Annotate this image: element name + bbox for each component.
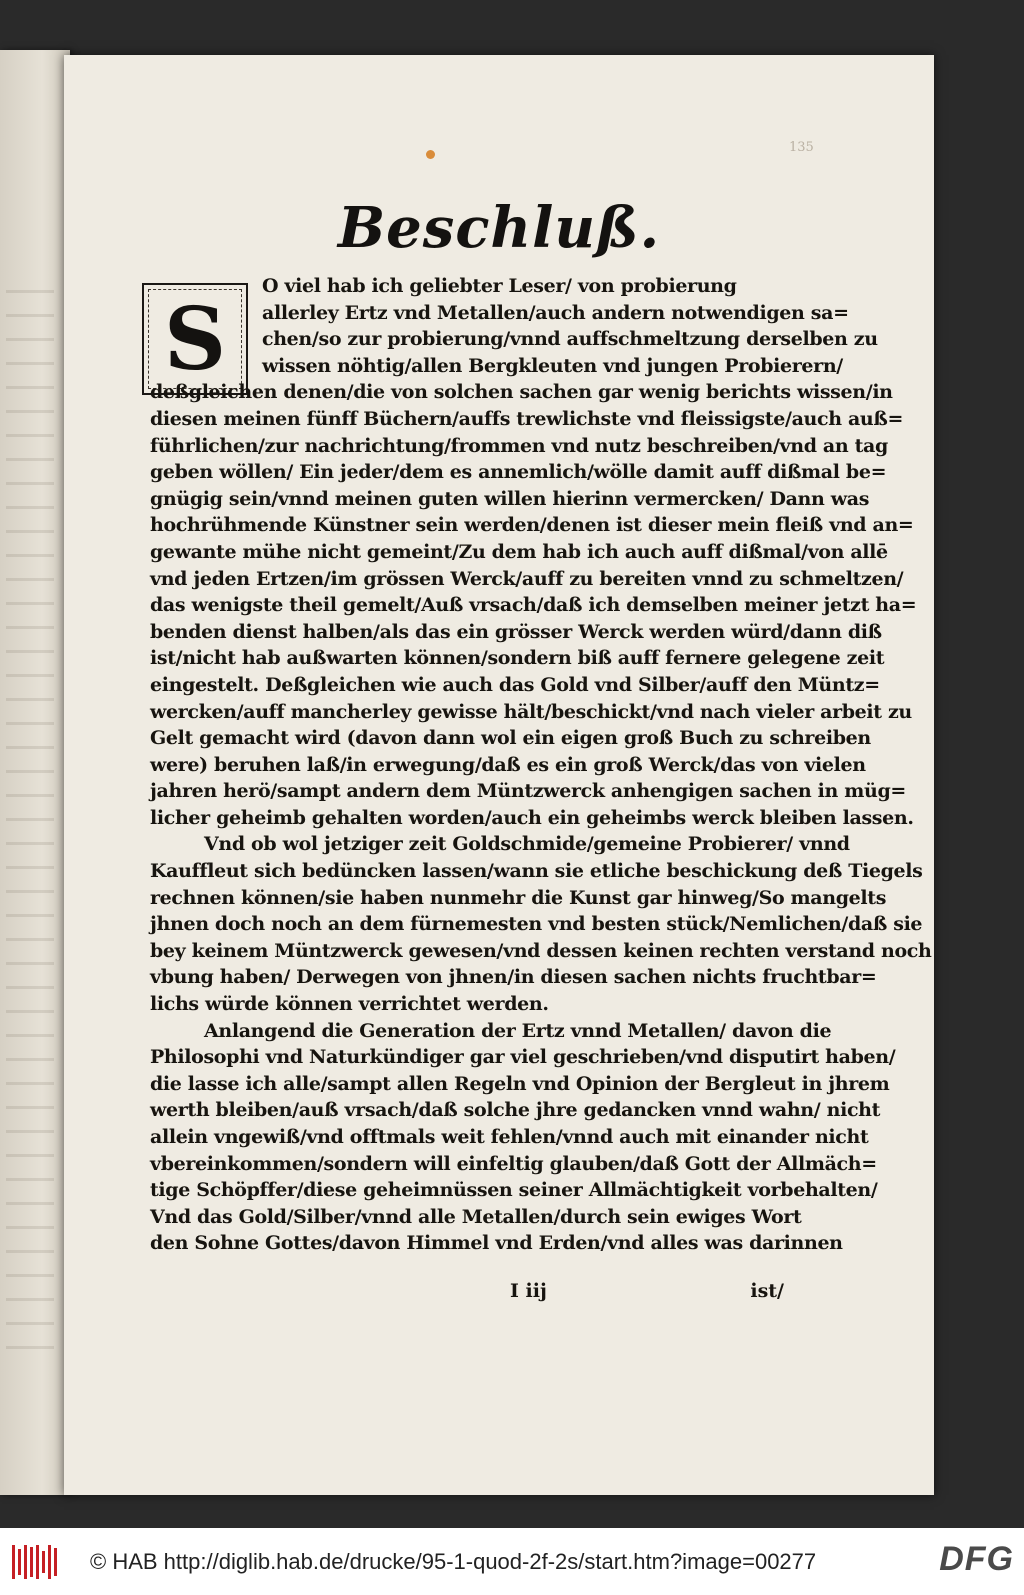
copyright-link[interactable]: © HAB http://diglib.hab.de/drucke/95-1-quod-2f-2s/start.htm?image=00277 xyxy=(90,1548,817,1574)
text-line: Vnd ob wol jetziger zeit Goldschmide/gemeine Probierer/ vnnd xyxy=(204,833,850,856)
text-line: den Sohne Gottes/davon Himmel vnd Erden/vnd alles was darinnen xyxy=(150,1232,843,1255)
text-line: ist/nicht hab außwarten können/sondern biß auff fernere gelegene zeit xyxy=(150,647,885,670)
text-line: wercken/auff mancherley gewisse hält/beschickt/vnd nach vieler arbeit zu xyxy=(150,700,912,723)
text-line: were) beruhen laß/in erwegung/daß es ein groß Werck/das von vielen xyxy=(150,753,866,776)
text-line: allein vngewiß/vnd offtmals weit fehlen/vnnd auch mit einander nicht xyxy=(150,1126,869,1148)
text-line: führlichen/zur nachrichtung/frommen vnd nutz beschreiben/vnd an tag xyxy=(150,434,888,457)
text-line: Gelt gemacht wird (davon dann wol ein eigen groß Buch zu schreiben xyxy=(150,727,871,750)
text-line: chen/so zur probierung/vnnd auffschmeltzung derselben zu xyxy=(262,328,878,351)
text-line: werth bleiben/auß vrsach/daß solche jhre gedancken vnnd wahn/ nicht xyxy=(150,1099,881,1122)
text-line: Philosophi vnd Naturkündiger gar viel geschrieben/vnd disputirt haben/ xyxy=(150,1046,896,1069)
text-line: gewante mühe nicht gemeint/Zu dem hab ich auch auff dißmal/von allē xyxy=(150,540,888,563)
page-number: 135 xyxy=(789,140,814,155)
text-line: bey keinem Müntzwerck gewesen/vnd dessen keinen rechten verstand noch xyxy=(150,939,932,962)
text-line: geben wöllen/ Ein jeder/dem es annemlich/wölle damit auff dißmal be= xyxy=(150,461,887,484)
text-line: das wenigste theil gemelt/Auß vrsach/daß ich demselben meiner jetzt ha= xyxy=(150,594,917,617)
text-line: O viel hab ich geliebter Leser/ von probierung xyxy=(262,275,737,297)
ink-stain-mark xyxy=(426,150,435,159)
text-line: eingestelt. Deßgleichen wie auch das Gold vnd Silber/auff den Müntz= xyxy=(150,673,880,696)
text-line: deßgleichen denen/die von solchen sachen gar wenig berichts wissen/in xyxy=(150,381,893,404)
text-line: wissen nöhtig/allen Bergkleuten vnd jungen Probierern/ xyxy=(262,354,843,377)
text-line: gnügig sein/vnnd meinen guten willen hierinn vermercken/ Dann was xyxy=(150,487,870,510)
text-line: licher geheimb gehalten worden/auch ein geheimbs werck bleiben lassen. xyxy=(150,806,914,829)
text-line: jhnen doch noch an dem fürnemesten vnd besten stück/Nemlichen/daß sie xyxy=(150,913,923,936)
adjacent-page-edge xyxy=(0,50,70,1495)
signature-mark: I iij xyxy=(510,1280,547,1302)
text-line: lichs würde können verrichtet werden. xyxy=(150,993,549,1016)
text-line: Anlangend die Generation der Ertz vnnd Metallen/ davon die xyxy=(204,1019,832,1042)
adjacent-page-text-bleed xyxy=(6,290,54,1370)
dfg-logo: DFG xyxy=(939,1540,1014,1578)
text-line: allerley Ertz vnd Metallen/auch andern notwendigen sa= xyxy=(262,301,849,324)
text-line: jahren herö/sampt andern dem Müntzwerck anhengigen sachen in müg= xyxy=(150,780,906,803)
text-line: Kauffleut sich bedüncken lassen/wann sie etliche beschickung deß Tiegels xyxy=(150,860,923,883)
catchword: ist/ xyxy=(750,1280,784,1302)
text-line: diesen meinen fünff Büchern/auffs trewlichste vnd fleissigste/auch auß= xyxy=(150,407,904,430)
text-line: Vnd das Gold/Silber/vnnd alle Metallen/durch sein ewiges Wort xyxy=(150,1205,802,1228)
page-foot xyxy=(150,1280,790,1306)
document-page xyxy=(64,55,934,1495)
initial-letter: S xyxy=(163,288,227,390)
text-line: vbung haben/ Derwegen von jhnen/in diesen sachen nichts fruchtbar= xyxy=(150,966,877,989)
text-line: die lasse ich alle/sampt allen Regeln vnd Opinion der Bergleut in jhrem xyxy=(150,1072,890,1095)
text-line: vnd jeden Ertzen/im grössen Werck/auff zu bereiten vnnd zu schmeltzen/ xyxy=(150,567,904,590)
text-line: hochrühmende Künstner sein werden/denen ist dieser mein fleiß vnd an= xyxy=(150,514,914,537)
text-line: vbereinkommen/sondern will einfeltig glauben/daß Gott der Allmäch= xyxy=(150,1152,877,1175)
page-title: Beschluß. xyxy=(337,195,661,261)
text-line: tige Schöpffer/diese geheimnüssen seiner Allmächtigkeit vorbehalten/ xyxy=(150,1179,878,1202)
text-line: benden dienst halben/als das ein grösser Werck werden würd/dann diß xyxy=(150,620,882,643)
body-text xyxy=(150,273,932,1257)
text-line: rechnen können/sie haben nunmehr die Kunst gar hinweg/So mangelts xyxy=(150,886,887,909)
viewer-footer xyxy=(0,1528,1024,1595)
hab-barcode-logo-icon xyxy=(12,1542,60,1582)
